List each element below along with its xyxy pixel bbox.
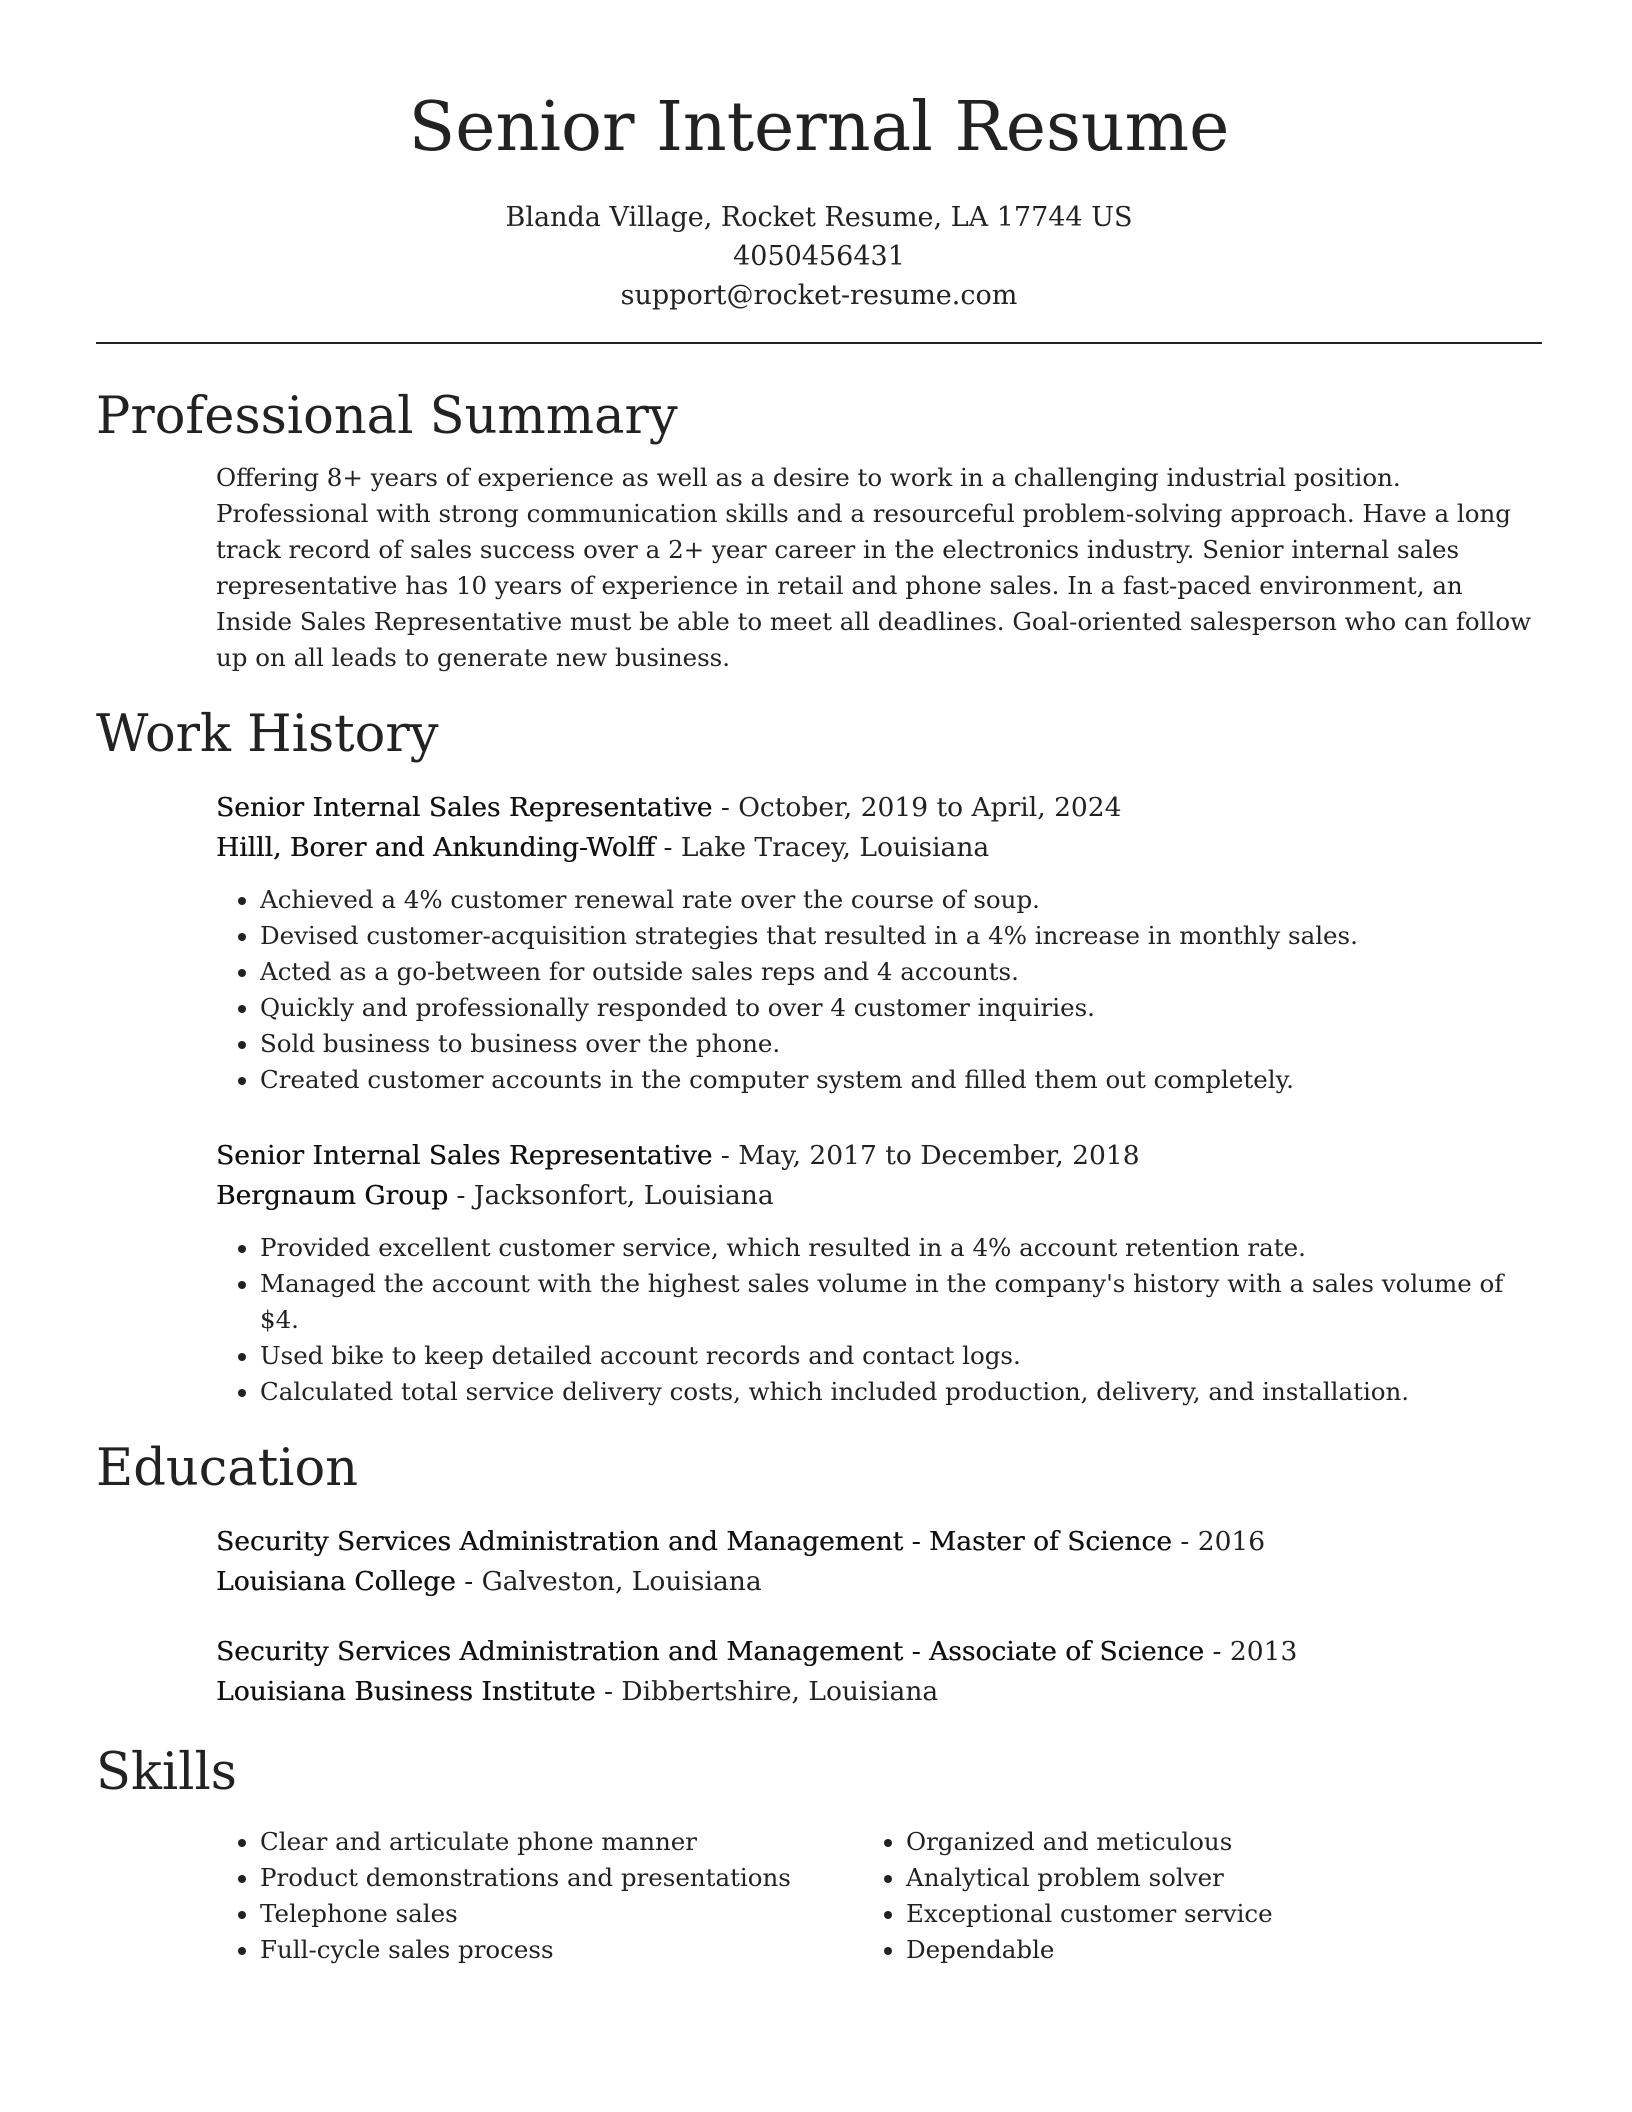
education-location: - Dibbertshire, Louisiana [595, 1676, 939, 1707]
education-entry [216, 1522, 1542, 1602]
job-dates: - October, 2019 to April, 2024 [712, 792, 1122, 823]
skill-item: • Organized and meticulous [906, 1824, 1508, 1860]
job-bullet: • Acted as a go-between for outside sales reps and 4 accounts. [260, 954, 1542, 990]
skills-list [216, 1824, 1542, 1968]
job-bullet: • Provided excellent customer service, which resulted in a 4% account retention rate. [260, 1230, 1542, 1266]
contact-block [96, 198, 1542, 315]
skill-item: • Dependable [906, 1932, 1508, 1968]
summary-text: Offering 8+ years of experience as well as a desire to work in a challenging industrial position. Professional with strong communication skills and a resourceful problem-solving approach. Have a long track record of sales success over a 2+ year career in the electronics industry. Senior internal sales representative has 10 years of experience in retail and phone sales. In a fast-paced environment, an Inside Sales Representative must be able to meet all deadlines. Goal-oriented salesperson who can follow up on all leads to generate new business. [216, 463, 1532, 672]
summary-heading: Professional Summary [96, 387, 678, 446]
skill-item: • Analytical problem solver [906, 1860, 1508, 1896]
job-bullet: • Devised customer-acquisition strategies that resulted in a 4% increase in monthly sales. [260, 918, 1542, 954]
education-degree-line [216, 1632, 1542, 1672]
skill-item: • Full-cycle sales process [260, 1932, 862, 1968]
job-bullet: • Achieved a 4% customer renewal rate over the course of soup. [260, 882, 1542, 918]
education-heading: Education [96, 1439, 359, 1498]
resume-page [96, 0, 1542, 1968]
job-dates: - May, 2017 to December, 2018 [712, 1140, 1140, 1171]
job-entry [216, 788, 1542, 1098]
job-role: Senior Internal Sales Representative [216, 1140, 713, 1171]
job-company-line [216, 1176, 1542, 1216]
resume-header [96, 0, 1542, 315]
education-school: Louisiana College [216, 1566, 456, 1597]
skill-item: • Clear and articulate phone manner [260, 1824, 862, 1860]
education-location: - Galveston, Louisiana [455, 1566, 762, 1597]
resume-name: Senior Internal Resume [408, 88, 1230, 167]
skills-column-left [216, 1824, 862, 1968]
education-degree: - Master of Science [903, 1526, 1172, 1557]
education-field: Security Services Administration and Management [216, 1526, 904, 1557]
contact-address: Blanda Village, Rocket Resume, LA 17744 US [505, 202, 1133, 233]
skill-item: • Product demonstrations and presentations [260, 1860, 862, 1896]
job-bullet: • Quickly and professionally responded to over 4 customer inquiries. [260, 990, 1542, 1026]
job-bullet: • Managed the account with the highest sales volume in the company's history with a sales volume of $4. [260, 1266, 1542, 1338]
skills-heading: Skills [96, 1743, 237, 1802]
job-bullet: • Used bike to keep detailed account records and contact logs. [260, 1338, 1542, 1374]
job-bullets [216, 882, 1542, 1098]
job-bullet: • Sold business to business over the phone. [260, 1026, 1542, 1062]
education-entry [216, 1632, 1542, 1712]
job-company: Hilll, Borer and Ankunding-Wolff [216, 832, 656, 863]
job-bullet: • Calculated total service delivery costs, which included production, delivery, and installation. [260, 1374, 1542, 1410]
job-title-line [216, 788, 1542, 828]
job-bullet: • Created customer accounts in the computer system and filled them out completely. [260, 1062, 1542, 1098]
skills-column-right [862, 1824, 1508, 1968]
header-divider [96, 342, 1542, 344]
job-role: Senior Internal Sales Representative [216, 792, 713, 823]
education-school-line [216, 1672, 1542, 1712]
job-bullets [216, 1230, 1542, 1410]
education-field: Security Services Administration and Management [216, 1636, 904, 1667]
education-school: Louisiana Business Institute [216, 1676, 596, 1707]
work-history-heading: Work History [96, 705, 439, 764]
contact-email: support@rocket-resume.com [620, 280, 1018, 311]
job-company-line [216, 828, 1542, 868]
education-degree: - Associate of Science [903, 1636, 1205, 1667]
skill-item: • Exceptional customer service [906, 1896, 1508, 1932]
job-location: - Jacksonfort, Louisiana [448, 1180, 774, 1211]
education-school-line [216, 1562, 1542, 1602]
skill-item: • Telephone sales [260, 1896, 862, 1932]
education-year: - 2016 [1171, 1526, 1266, 1557]
contact-phone: 4050456431 [733, 241, 905, 272]
job-title-line [216, 1136, 1542, 1176]
job-company: Bergnaum Group [216, 1180, 449, 1211]
job-entry [216, 1136, 1542, 1410]
education-degree-line [216, 1522, 1542, 1562]
job-location: - Lake Tracey, Louisiana [655, 832, 990, 863]
education-year: - 2013 [1204, 1636, 1298, 1667]
